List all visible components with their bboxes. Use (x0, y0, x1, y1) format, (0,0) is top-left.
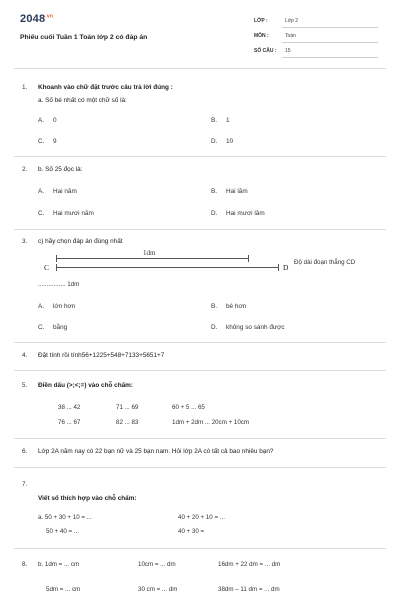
option-text[interactable]: lớn hơn (53, 303, 76, 310)
meta-underline (282, 57, 378, 58)
question-number: 2. (22, 166, 28, 173)
fill-item: 5dm = ... cm (46, 586, 81, 593)
point-c-label: C (44, 263, 50, 272)
fill-blank: ................ 1dm (38, 281, 80, 288)
segment-tick (278, 264, 279, 271)
question-number: 8. (22, 561, 28, 568)
question-text: Đặt tính rồi tính56+1225+548+7133+5651+7 (38, 352, 165, 359)
option-text[interactable]: 1 (226, 117, 230, 124)
option-letter: A. (38, 303, 45, 310)
meta-label-count: SỐ CÂU : (254, 48, 277, 54)
question-number: 3. (22, 238, 28, 245)
option-text[interactable]: bằng (53, 324, 68, 331)
option-text[interactable]: 9 (53, 138, 57, 145)
option-letter: A. (38, 117, 45, 124)
option-text[interactable]: không so sánh được (226, 324, 285, 331)
figure-label-1dm: 1dm (143, 249, 156, 257)
fill-item: 38dm – 11 dm = ... dm (218, 586, 280, 593)
option-text[interactable]: Hai năm (53, 188, 77, 195)
option-text[interactable]: bé hơn (226, 303, 247, 310)
question-divider (14, 467, 386, 468)
fill-item: b. 1dm = ... cm (38, 561, 80, 568)
compare-item: 76 ... 67 (58, 419, 81, 426)
question-number: 4. (22, 352, 28, 359)
question-title: Khoanh vào chữ đặt trước câu trả lời đúng : (38, 84, 173, 91)
compare-item: 71 ... 69 (116, 404, 139, 411)
option-letter: B. (211, 117, 218, 124)
compare-item: 1dm + 2dm ... 20cm + 10cm (172, 419, 250, 426)
compare-item: 82 ... 83 (116, 419, 139, 426)
compare-item: 38 ... 42 (58, 404, 81, 411)
option-letter: C. (38, 138, 45, 145)
option-letter: D. (211, 138, 218, 145)
option-text[interactable]: Hai lăm (226, 188, 248, 195)
page-title: Phiếu cuối Tuần 1 Toán lớp 2 có đáp án (20, 34, 148, 41)
meta-value-class: Lớp 2 (285, 18, 299, 24)
meta-label-subject: MÔN : (254, 33, 269, 39)
figure-caption: Độ dài đoạn thẳng CD (294, 259, 356, 266)
option-letter: B. (211, 303, 218, 310)
question-title: Viết số thích hợp vào chỗ chấm: (38, 495, 137, 502)
question-divider (14, 548, 386, 549)
meta-value-count: 15 (285, 48, 291, 54)
meta-underline (282, 42, 378, 43)
option-text[interactable]: Hai mươi lăm (226, 210, 265, 217)
question-divider (14, 229, 386, 230)
question-text: c) hãy chọn đáp án đúng nhất (38, 238, 123, 245)
fill-item: 50 + 40 = ... (46, 528, 80, 535)
option-letter: B. (211, 188, 218, 195)
option-text[interactable]: Hai mươi năm (53, 210, 94, 217)
meta-label-class: LỚP : (254, 18, 268, 24)
meta-value-subject: Toán (285, 33, 296, 39)
question-number: 7. (22, 481, 28, 488)
fill-item: 10cm = ... dm (138, 561, 176, 568)
segment-cd (56, 267, 278, 268)
option-letter: C. (38, 210, 45, 217)
question-text: Lớp 2A năm nay có 22 bạn nữ và 25 bạn nam. Hỏi lớp 2A có tất cả bao nhiêu bạn? (38, 448, 274, 455)
question-number: 6. (22, 448, 28, 455)
option-text[interactable]: 0 (53, 117, 57, 124)
question-divider (14, 342, 386, 343)
meta-underline (282, 27, 378, 28)
fill-item: 40 + 30 = (178, 528, 205, 535)
option-text[interactable]: 10 (226, 138, 234, 145)
option-letter: D. (211, 324, 218, 331)
question-number: 5. (22, 382, 28, 389)
point-d-label: D (283, 263, 289, 272)
question-title: Điền dấu (>;<;=) vào chỗ chấm: (38, 382, 133, 389)
question-divider (14, 370, 386, 371)
segment-tick (248, 255, 249, 262)
compare-item: 60 + 5 ... 65 (172, 404, 205, 411)
site-logo[interactable]: $2048^{.vn}$ (20, 13, 54, 25)
question-number: 1. (22, 84, 28, 91)
fill-item: 40 + 20 + 10 = ... (178, 514, 225, 521)
header-divider (14, 68, 386, 69)
option-letter: D. (211, 210, 218, 217)
question-divider (14, 156, 386, 157)
fill-item: 16dm + 22 dm = ... dm (218, 561, 281, 568)
fill-item: a. 50 + 30 + 10 = ... (38, 514, 92, 521)
question-text: a. Số bé nhất có một chữ số là: (38, 97, 127, 104)
question-divider (14, 438, 386, 439)
question-text: b. Số 25 đọc là: (38, 166, 83, 173)
segment-tick (56, 255, 57, 262)
segment-tick (56, 264, 57, 271)
option-letter: A. (38, 188, 45, 195)
option-letter: C. (38, 324, 45, 331)
fill-item: 30 cm = ... dm (138, 586, 178, 593)
reference-segment (56, 258, 248, 259)
